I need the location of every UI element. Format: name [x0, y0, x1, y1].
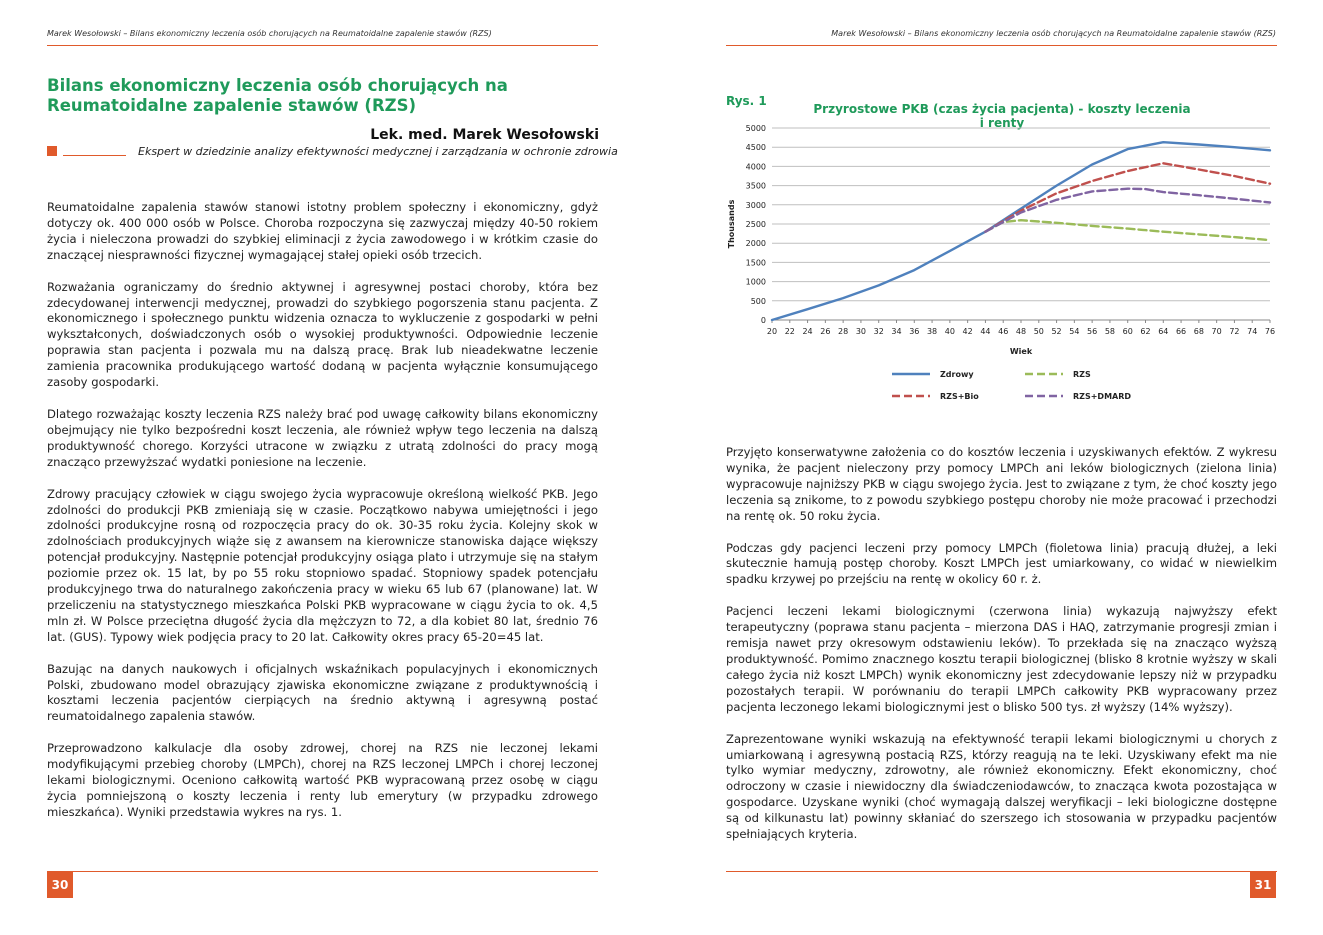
y-axis-label: Thousands: [727, 199, 736, 249]
x-tick-label: 70: [1211, 327, 1222, 336]
paragraph: Zaprezentowane wyniki wskazują na efektywność terapii lekami biologicznymi u chorych z umiarkowaną i agresywną postacią RZS, którzy reagują na te leki. Uzyskiwany efekt ma nie tylko wymiar medyczny, zdrowotny, ale również ekonomiczny. Efekt ekonomiczny, choć odroczony w czasie i niewidoczny dla świadczeniodawców, to znacząca kwota pozostająca w gospodarce. Uzyskane wyniki (choć wymagają dalszej weryfikacji – leki biologiczne dostępne są od kilkunastu lat) powinny skłaniać do szerszego ich stosowania w przypadku pacjentów spełniających kryteria.: [726, 731, 1277, 842]
x-tick-label: 34: [891, 327, 902, 336]
x-tick-label: 22: [784, 327, 795, 336]
y-tick-label: 500: [750, 296, 766, 306]
x-tick-label: 68: [1193, 327, 1204, 336]
paragraph: Przyjęto konserwatywne założenia co do kosztów leczenia i uzyskiwanych efektów. Z wykresu wynika, że pacjent nieleczony przy pomocy LMPCh ani leków biologicznych (zielona linia) wypracowuje najniższy PKB w ciągu swojego życia. Jest to związane z tym, że choć koszty jego leczenia są znikome, to z powodu szybkiego postępu choroby nie może pracować i przechodzi na rentę ok. 50 roku życia.: [726, 445, 1277, 523]
x-tick-label: 72: [1229, 327, 1240, 336]
paragraph: Dlatego rozważając koszty leczenia RZS należy brać pod uwagę całkowity bilans ekonomiczny obejmujący nie tylko bezpośredni koszt leczenia, ale również wpływ tego leczenia na dalszą produktywność chorego. Korzyści utracone w związku z utratą zdolności do pracy mogą znacząco przewyższać wydatki poniesione na leczenie.: [47, 406, 598, 469]
x-tick-label: 32: [873, 327, 884, 336]
paragraph: Rozważania ograniczamy do średnio aktywnej i agresywnej postaci choroby, która bez zdecydowanej interwencji medycznej, prowadzi do szybkiego pogorszenia stanu pacjenta. Z ekonomicznego i społecznego punktu widzenia oznacza to wykluczenie z gospodarki w pełni wykształconych, doświadczonych osób o wysokiej produktywności. Odpowiednie leczenie poprawia stan pacjenta i pozwala mu na dalszą pracę. Brak lub nieadekwatne leczenie zamienia pracownika produkującego wartość dodaną w pacjenta wyłącznie konsumującego zasoby gospodarki.: [47, 279, 598, 390]
y-tick-label: 3500: [745, 181, 766, 191]
x-tick-label: 36: [909, 327, 920, 336]
paragraph: Bazując na danych naukowych i oficjalnych wskaźnikach populacyjnych i ekonomicznych Polski, zbudowano model obrazujący zjawiska ekonomiczne związane z produktywnością i kosztami leczenia pacjentów cierpiących na średnio aktywną i agresywną postać reumatoidalnego zapalenia stawów.: [47, 661, 598, 724]
x-tick-label: 62: [1140, 327, 1151, 336]
x-tick-label: 56: [1087, 327, 1098, 336]
x-tick-label: 40: [944, 327, 955, 336]
page-number: 30: [47, 872, 73, 898]
y-tick-label: 0: [760, 316, 766, 325]
left-body-text: [47, 200, 598, 837]
x-tick-label: 48: [1015, 327, 1027, 336]
x-tick-label: 26: [820, 327, 831, 336]
series-line-rzs: [985, 220, 1270, 240]
paragraph: Podczas gdy pacjenci leczeni przy pomocy LMPCh (fioletowa linia) pracują dłużej, a leki skutecznie hamują postęp choroby. Koszt LMPCh jest umiarkowany, co widać w niewielkim spadku krzywej po przejściu na rentę w okolicy 60 r. ż.: [726, 540, 1277, 587]
header-rule: [47, 45, 598, 46]
x-tick-label: 76: [1264, 327, 1276, 336]
figure-label: Rys. 1: [726, 94, 767, 108]
x-tick-label: 42: [962, 327, 973, 336]
series-line-rzs-bio: [985, 163, 1270, 231]
y-tick-label: 1000: [745, 277, 766, 287]
paragraph: Przeprowadzono kalkulacje dla osoby zdrowej, chorej na RZS nie leczonej lekami modyfikującymi przebieg choroby (LMPCh), chorej na RZS leczonej LMPCh i chorej leczonej lekami biologicznymi. Oceniono całkowitą wartość PKB wypracowaną przez osobę w ciągu życia pomniejszoną o koszty leczenia i renty lub emerytury (w przypadku zdrowego mieszkańca). Wyniki przedstawia wykres na rys. 1.: [47, 741, 598, 819]
y-tick-label: 4000: [745, 162, 766, 172]
footer-rule: [726, 871, 1277, 872]
right-page: [662, 0, 1323, 935]
accent-square: [47, 146, 57, 156]
x-tick-label: 74: [1247, 327, 1258, 336]
x-tick-label: 46: [998, 327, 1009, 336]
header-rule: [726, 45, 1277, 46]
x-tick-label: 24: [802, 327, 813, 336]
legend-label: Zdrowy: [940, 370, 974, 379]
page-number: 31: [1250, 872, 1276, 898]
x-tick-label: 66: [1175, 327, 1187, 336]
running-head: Marek Wesołowski – Bilans ekonomiczny leczenia osób chorujących na Reumatoidalne zapalenie stawów (RZS): [831, 29, 1276, 38]
x-tick-label: 58: [1104, 327, 1116, 336]
x-axis-label: Wiek: [1009, 347, 1033, 356]
y-tick-label: 2500: [745, 220, 766, 229]
x-tick-label: 52: [1051, 327, 1062, 336]
y-tick-label: 4500: [745, 143, 766, 153]
left-page: [0, 0, 661, 935]
author-name: Lek. med. Marek Wesołowski: [370, 127, 599, 143]
accent-rule: [63, 155, 126, 156]
x-tick-label: 54: [1069, 327, 1080, 336]
footer-rule: [47, 871, 598, 872]
x-tick-label: 38: [926, 327, 938, 336]
chart-title: Przyrostowe PKB (czas życia pacjenta) - koszty leczenia i renty: [813, 102, 1191, 130]
line-chart: [722, 120, 1282, 410]
legend-label: RZS: [1073, 370, 1091, 379]
y-tick-label: 3000: [745, 200, 766, 210]
right-body-text: [726, 445, 1277, 859]
x-tick-label: 60: [1122, 327, 1133, 336]
legend-label: RZS+DMARD: [1073, 392, 1132, 401]
x-tick-label: 64: [1158, 327, 1169, 336]
article-title: Bilans ekonomiczny leczenia osób chorujących na Reumatoidalne zapalenie stawów (RZS): [47, 76, 508, 115]
x-tick-label: 30: [855, 327, 867, 336]
paragraph: Reumatoidalne zapalenia stawów stanowi istotny problem społeczny i ekonomiczny, gdyż dotyczy ok. 400 000 osób w Polsce. Choroba rozpoczyna się zazwyczaj między 40-50 rokiem życia i nieleczona prowadzi do szybkiej eliminacji z życia zawodowego i w krótkim czasie do znaczącej niesprawności fizycznej wymagającej stałej opieki osób trzecich.: [47, 200, 598, 262]
x-tick-label: 50: [1033, 327, 1044, 336]
y-tick-label: 2000: [745, 239, 766, 249]
series-line-rzs-dmard: [985, 189, 1270, 232]
x-tick-label: 20: [766, 327, 778, 336]
x-tick-label: 44: [980, 327, 991, 336]
legend-label: RZS+Bio: [940, 392, 979, 401]
y-tick-label: 5000: [745, 124, 766, 133]
x-tick-label: 28: [838, 327, 849, 336]
y-tick-label: 1500: [745, 258, 766, 268]
author-affiliation: Ekspert w dziedzinie analizy efektywności medycznej i zarządzania w ochronie zdrowia: [138, 145, 618, 158]
running-head: Marek Wesołowski – Bilans ekonomiczny leczenia osób chorujących na Reumatoidalne zapalenie stawów (RZS): [47, 29, 492, 38]
paragraph: Pacjenci leczeni lekami biologicznymi (czerwona linia) wykazują najwyższy efekt terapeutyczny (poprawa stanu pacjenta – mierzona DAS i HAQ, zatrzymanie progresji zmian i remisja nawet przy okresowym odstawieniu leków). To przekłada się na znacząco wyższą produktywność. Pomimo znacznego kosztu terapii biologicznej (blisko 8 krotnie wyższy w skali całego życia niż koszt LMPCh) wynik ekonomiczny jest zdecydowanie lepszy niż w przypadku pozostałych terapii. W porównaniu do terapii LMPCh całkowity PKB wypracowany przez pacjenta leczonego lekami biologicznymi jest o blisko 500 tys. zł wyższy (14% wyższy).: [726, 604, 1277, 714]
paragraph: Zdrowy pracujący człowiek w ciągu swojego życia wypracowuje określoną wielkość PKB. Jego zdolności do produkcji PKB zmieniają się w czasie. Początkowo nabywa umiejętności i jego zdolności produkcyjne rosną od rozpoczęcia pracy do ok. 30-35 roku życia. Kolejny skok w zdolnościach produkcyjnych wiąże się z awansem na kierownicze stanowiska dające większy potencjał produkcyjny. Następnie potencjał produkcyjny osiąga plato i utrzymuje się na stałym poziomie przez ok. 15 lat, by po 55 roku stopniowo spadać. Stopniowy spadek potencjału produkcyjnego trwa do naturalnego zakończenia pracy w wieku 65 lub 67 (planowane) lat. W przeliczeniu na statystycznego mieszkańca Polski PKB wypracowane w ciągu życia to ok. 4,5 mln zł. W Polsce przeciętna długość życia dla mężczyzn to 72, a dla kobiet 80 lat, średnio 76 lat. (GUS). Typowy wiek podjęcia pracy to 20 lat. Całkowity okres pracy 65-20=45 lat.: [47, 486, 598, 644]
